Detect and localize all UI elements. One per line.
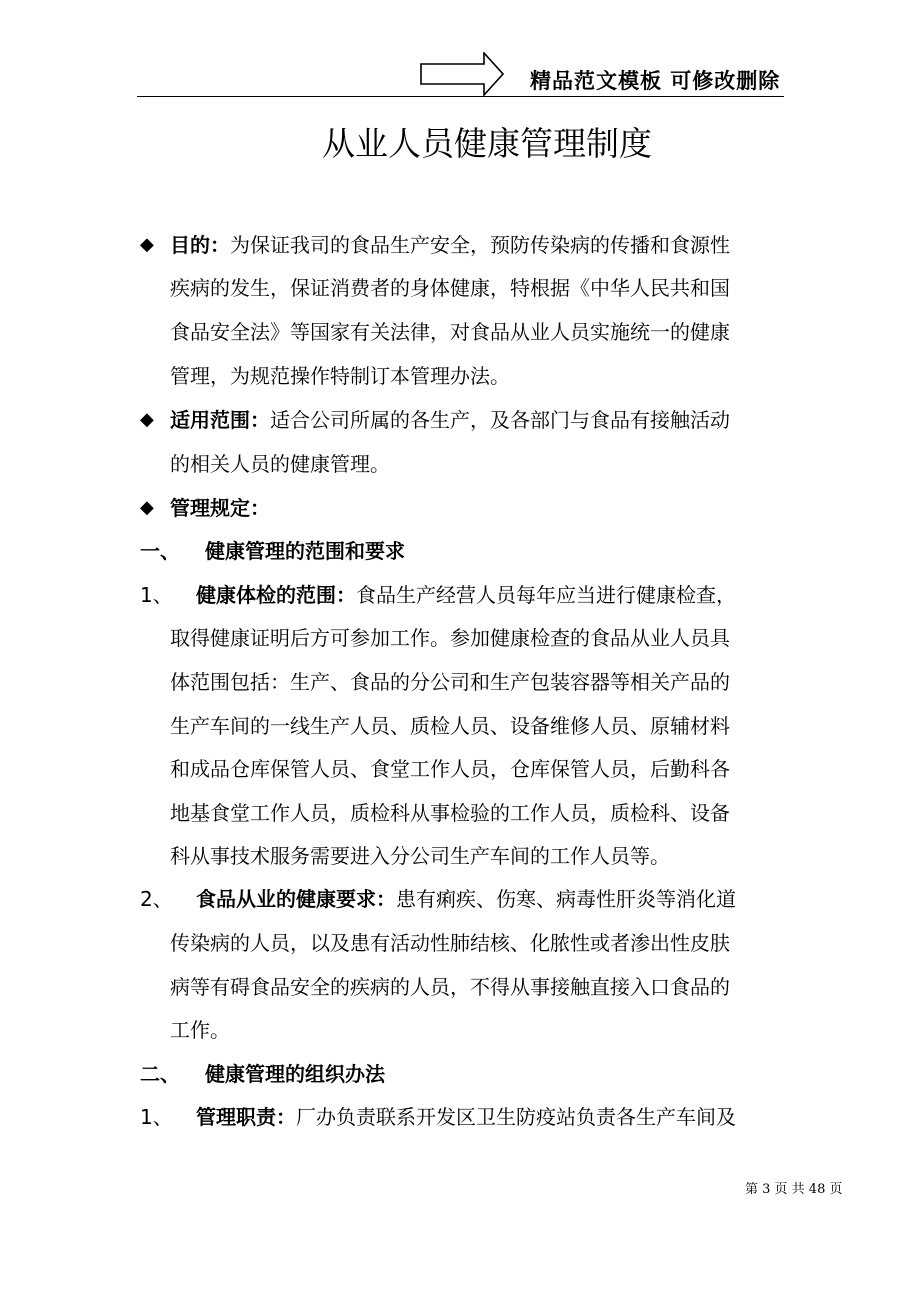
- section1-item1-line-5: 和成品仓库保管人员、食堂工作人员，仓库保管人员，后勤科各: [170, 757, 730, 781]
- section1-item1-line-2: 取得健康证明后方可参加工作。参加健康检查的食品从业人员具: [170, 626, 730, 650]
- item-number: 1、: [140, 583, 173, 607]
- section1-item2-line-4: 工作。: [170, 1018, 230, 1042]
- section1-item1-line-1: 健康体检的范围：食品生产经营人员每年应当进行健康检查，: [196, 583, 736, 607]
- section1-item2-line-1: 食品从业的健康要求：患有痢疾、伤寒、病毒性肝炎等消化道: [196, 887, 736, 911]
- section1-item2-line-2: 传染病的人员，以及患有活动性肺结核、化脓性或者渗出性皮肤: [170, 931, 730, 955]
- section1-item1-line-3: 体范围包括：生产、食品的分公司和生产包装容器等相关产品的: [170, 670, 730, 694]
- scope-line-2: 的相关人员的健康管理。: [170, 452, 390, 476]
- section2-number: 二、: [140, 1062, 180, 1086]
- page-number-footer: 第 3 页 共 48 页: [745, 1182, 843, 1197]
- rules-label: 管理规定：: [170, 496, 270, 520]
- scope-line-1: 适用范围：适合公司所属的各生产，及各部门与食品有接触活动: [170, 408, 730, 432]
- purpose-label: 目的：: [170, 233, 230, 257]
- bullet-diamond-icon: ◆: [140, 409, 154, 430]
- document-title: 从业人员健康管理制度: [322, 124, 652, 163]
- scope-label: 适用范围：: [170, 408, 270, 432]
- purpose-line-2: 疾病的发生，保证消费者的身体健康，特根据《中华人民共和国: [170, 276, 730, 300]
- section1-item1-line-6: 地基食堂工作人员，质检科从事检验的工作人员，质检科、设备: [170, 801, 730, 825]
- item-label: 健康体检的范围：: [196, 583, 356, 607]
- purpose-line-4: 管理，为规范操作特制订本管理办法。: [170, 364, 510, 388]
- header-text: 精品范文模板 可修改删除: [530, 69, 781, 93]
- item-number: 1、: [140, 1105, 173, 1129]
- arrow-right-icon: [420, 52, 504, 96]
- section1-number: 一、: [140, 539, 180, 563]
- section2-item1-line-1: 管理职责：厂办负责联系开发区卫生防疫站负责各生产车间及: [196, 1105, 736, 1129]
- section1-heading: 健康管理的范围和要求: [205, 539, 405, 563]
- section2-heading: 健康管理的组织办法: [205, 1062, 385, 1086]
- bullet-diamond-icon: ◆: [140, 234, 154, 255]
- bullet-diamond-icon: ◆: [140, 497, 154, 518]
- section1-item2-line-3: 病等有碍食品安全的疾病的人员，不得从事接触直接入口食品的: [170, 975, 730, 999]
- header-divider: [137, 96, 784, 97]
- section1-item1-line-7: 科从事技术服务需要进入分公司生产车间的工作人员等。: [170, 844, 670, 868]
- item-label: 管理职责：: [196, 1105, 296, 1129]
- purpose-line-3: 食品安全法》等国家有关法律，对食品从业人员实施统一的健康: [170, 320, 730, 344]
- purpose-line-1: 目的：为保证我司的食品生产安全，预防传染病的传播和食源性: [170, 233, 730, 257]
- item-number: 2、: [140, 887, 173, 911]
- section1-item1-line-4: 生产车间的一线生产人员、质检人员、设备维修人员、原辅材料: [170, 714, 730, 738]
- item-label: 食品从业的健康要求：: [196, 887, 396, 911]
